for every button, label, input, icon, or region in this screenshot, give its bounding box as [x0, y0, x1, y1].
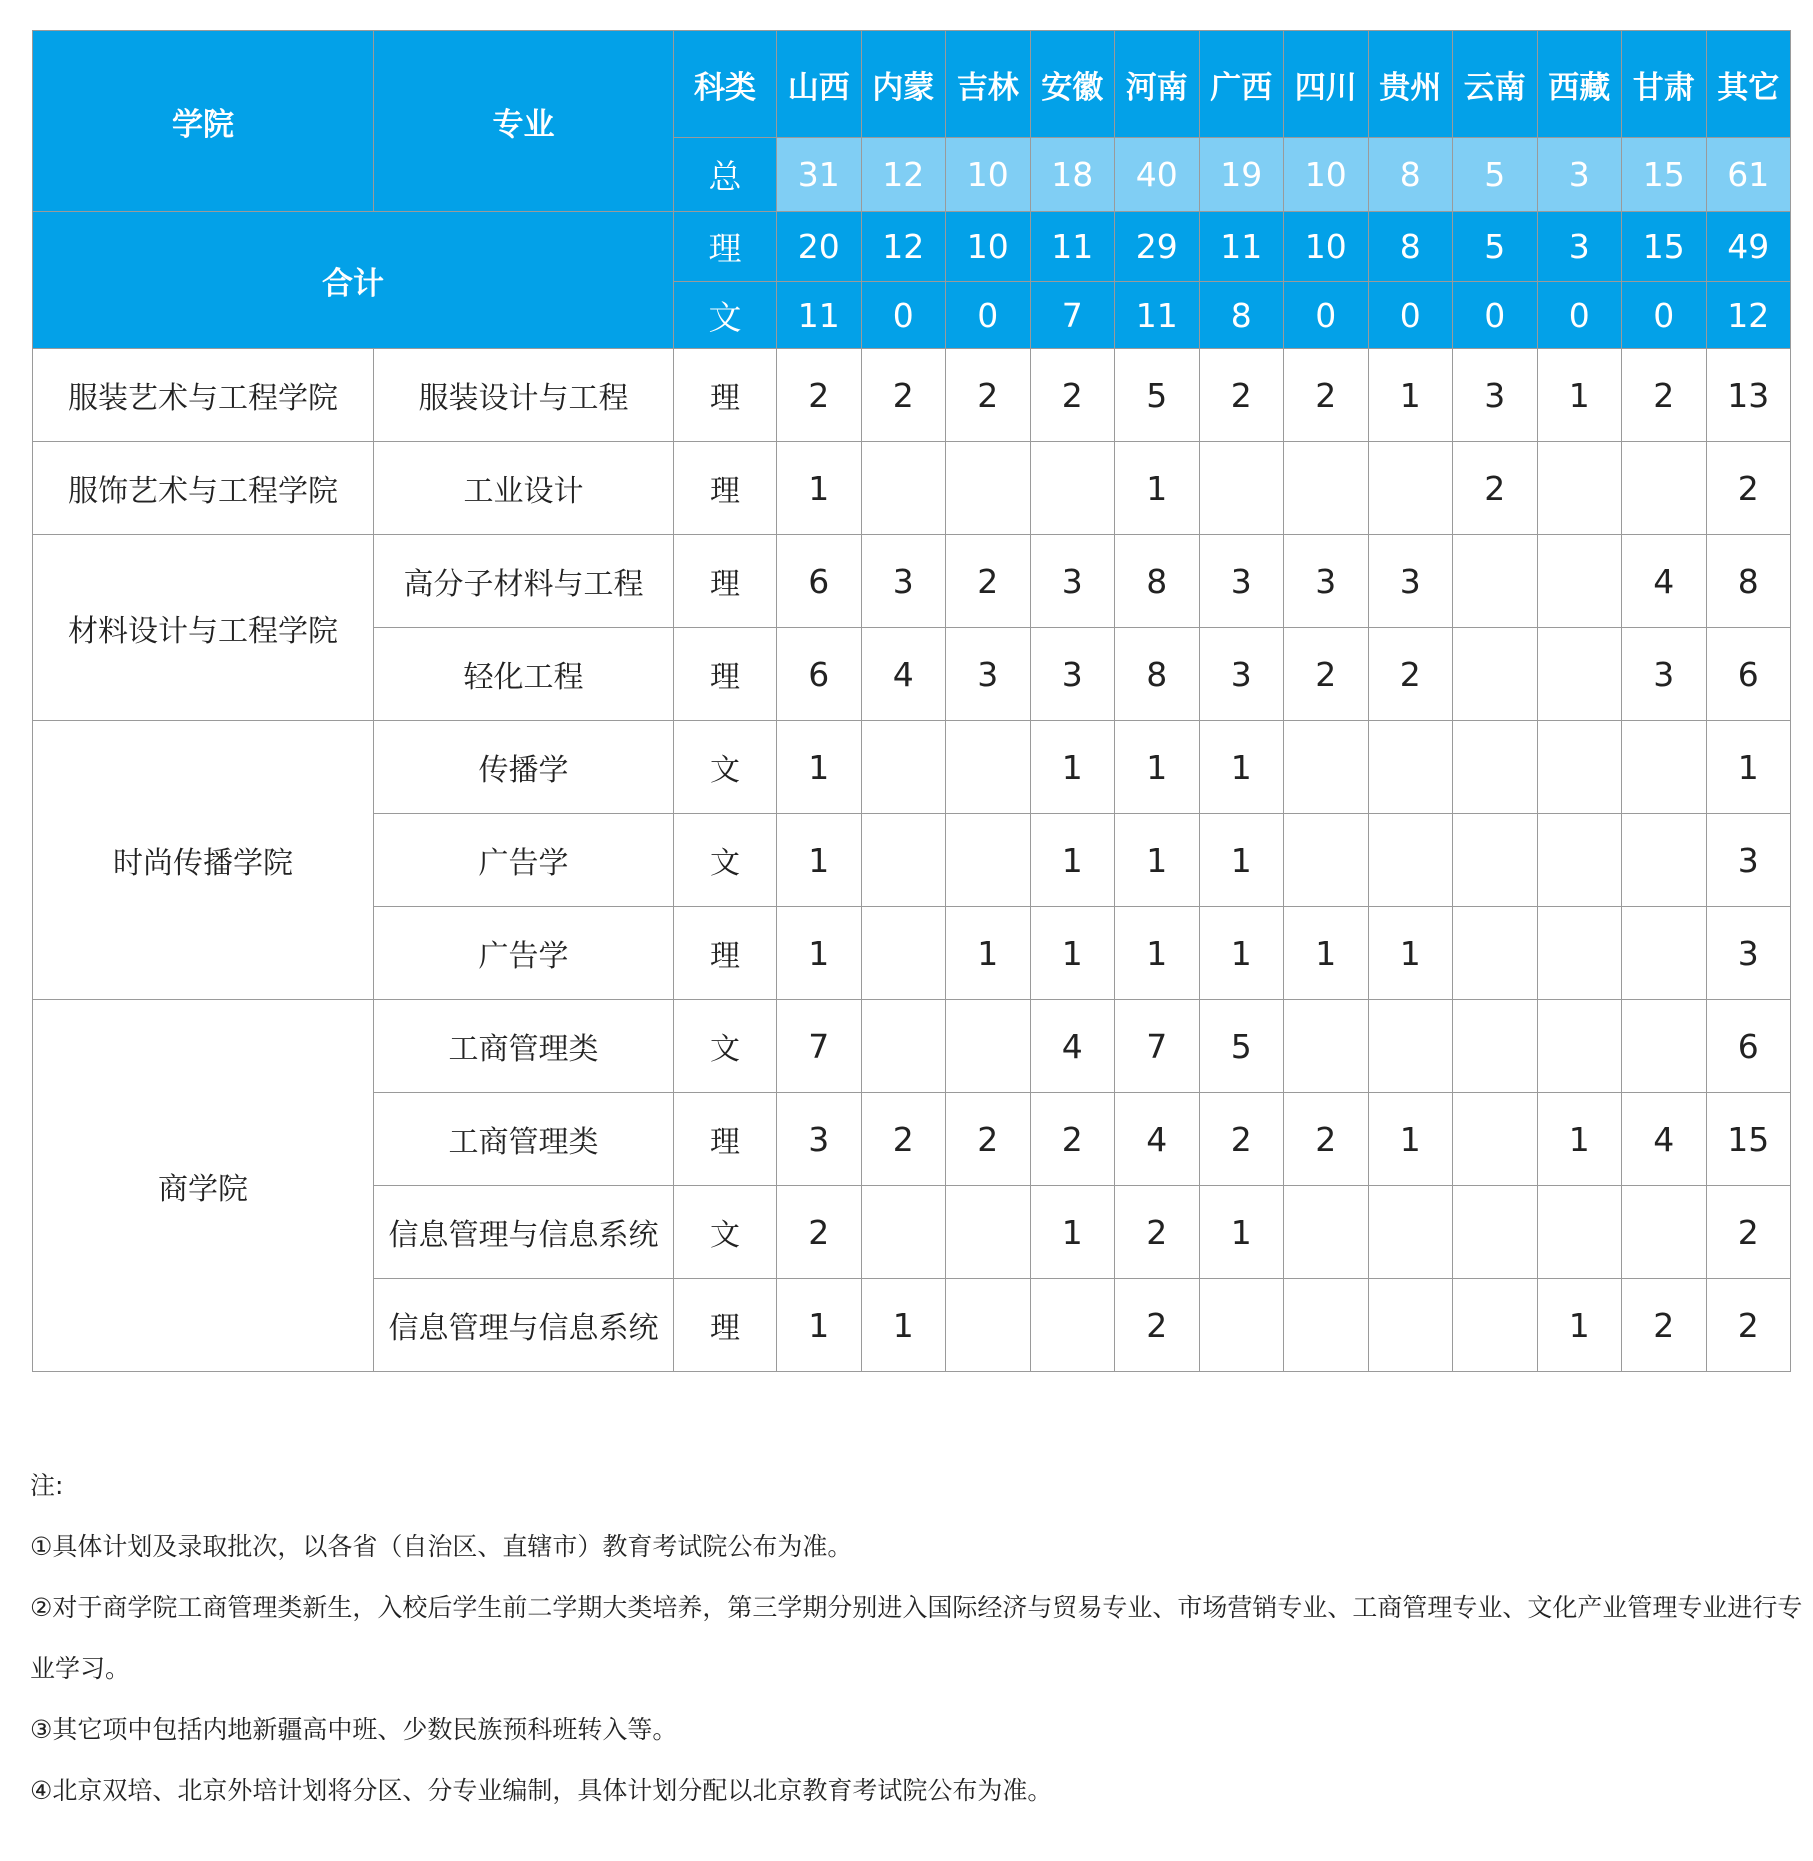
quota-value — [1453, 1279, 1538, 1372]
quota-value — [1622, 1186, 1707, 1279]
total-value: 10 — [1284, 138, 1369, 212]
college-name: 服装艺术与工程学院 — [33, 349, 374, 442]
quota-value — [1537, 442, 1622, 535]
quota-value — [1453, 535, 1538, 628]
quota-value — [1453, 628, 1538, 721]
major-name: 服装设计与工程 — [374, 349, 674, 442]
quota-value: 2 — [861, 1093, 946, 1186]
quota-value: 6 — [777, 535, 862, 628]
quota-value — [1199, 442, 1284, 535]
quota-value — [1284, 1279, 1369, 1372]
quota-value: 3 — [1199, 628, 1284, 721]
quota-value — [1622, 442, 1707, 535]
total-value: 5 — [1453, 138, 1538, 212]
quota-value: 3 — [777, 1093, 862, 1186]
quota-value — [1284, 721, 1369, 814]
quota-value: 2 — [1199, 349, 1284, 442]
quota-value: 2 — [1030, 1093, 1115, 1186]
quota-value: 2 — [861, 349, 946, 442]
quota-value — [1284, 1000, 1369, 1093]
total-value: 11 — [777, 282, 862, 349]
quota-value — [1030, 442, 1115, 535]
quota-value: 1 — [861, 1279, 946, 1372]
total-value: 61 — [1706, 138, 1791, 212]
total-value: 5 — [1453, 212, 1538, 282]
header-province: 内蒙 — [861, 31, 946, 138]
note-3: ③其它项中包括内地新疆高中班、少数民族预科班转入等。 — [30, 1715, 678, 1744]
total-value: 10 — [946, 138, 1031, 212]
major-name: 信息管理与信息系统 — [374, 1279, 674, 1372]
note-4: ④北京双培、北京外培计划将分区、分专业编制，具体计划分配以北京教育考试院公布为准。 — [30, 1776, 1053, 1805]
quota-value: 1 — [1199, 907, 1284, 1000]
header-major: 专业 — [374, 31, 674, 212]
total-value: 20 — [777, 212, 862, 282]
total-value: 0 — [1537, 282, 1622, 349]
note-1: ①具体计划及录取批次，以各省（自治区、直辖市）教育考试院公布为准。 — [30, 1532, 853, 1561]
table-row — [33, 349, 1791, 442]
quota-value: 1 — [1368, 907, 1453, 1000]
major-name: 工商管理类 — [374, 1000, 674, 1093]
category: 理 — [674, 1279, 777, 1372]
quota-value: 1 — [1030, 814, 1115, 907]
quota-value: 2 — [1115, 1186, 1200, 1279]
quota-value — [861, 442, 946, 535]
header-province: 吉林 — [946, 31, 1031, 138]
category: 文 — [674, 1000, 777, 1093]
quota-value: 3 — [1706, 907, 1791, 1000]
quota-value — [1368, 814, 1453, 907]
header-province: 云南 — [1453, 31, 1538, 138]
quota-value: 3 — [1706, 814, 1791, 907]
quota-value: 1 — [777, 442, 862, 535]
quota-value — [946, 721, 1031, 814]
total-value: 0 — [1622, 282, 1707, 349]
total-value: 0 — [1453, 282, 1538, 349]
quota-value: 8 — [1115, 535, 1200, 628]
quota-value — [1453, 907, 1538, 1000]
quota-value: 2 — [1199, 1093, 1284, 1186]
quota-value — [1622, 907, 1707, 1000]
quota-value: 2 — [1284, 1093, 1369, 1186]
quota-value: 2 — [1706, 1279, 1791, 1372]
quota-value: 2 — [1706, 442, 1791, 535]
total-row — [33, 212, 1791, 282]
total-value: 15 — [1622, 212, 1707, 282]
header-province: 河南 — [1115, 31, 1200, 138]
quota-value — [1284, 814, 1369, 907]
quota-value — [1453, 721, 1538, 814]
major-name: 高分子材料与工程 — [374, 535, 674, 628]
quota-value — [946, 1000, 1031, 1093]
total-value: 3 — [1537, 212, 1622, 282]
major-name: 广告学 — [374, 814, 674, 907]
quota-value: 13 — [1706, 349, 1791, 442]
quota-value: 3 — [1199, 535, 1284, 628]
quota-value: 3 — [1284, 535, 1369, 628]
quota-value: 4 — [861, 628, 946, 721]
enrollment-plan-table — [32, 30, 1791, 1372]
quota-value: 1 — [1368, 349, 1453, 442]
quota-value: 1 — [1537, 349, 1622, 442]
category: 理 — [674, 349, 777, 442]
quota-value: 2 — [1030, 349, 1115, 442]
quota-value — [861, 814, 946, 907]
total-value: 7 — [1030, 282, 1115, 349]
quota-value: 6 — [1706, 628, 1791, 721]
quota-value — [946, 1186, 1031, 1279]
total-type: 总 — [674, 138, 777, 212]
major-name: 传播学 — [374, 721, 674, 814]
quota-value — [1537, 535, 1622, 628]
total-value: 0 — [946, 282, 1031, 349]
quota-value: 1 — [1537, 1093, 1622, 1186]
notes-section — [30, 1455, 1810, 1821]
table-row — [33, 442, 1791, 535]
total-value: 18 — [1030, 138, 1115, 212]
table-row — [33, 1000, 1791, 1093]
total-value: 15 — [1622, 138, 1707, 212]
quota-value — [861, 1186, 946, 1279]
quota-value: 3 — [1030, 628, 1115, 721]
quota-value: 3 — [1030, 535, 1115, 628]
total-value: 49 — [1706, 212, 1791, 282]
quota-value — [1453, 1000, 1538, 1093]
quota-value: 2 — [777, 1186, 862, 1279]
quota-value — [1622, 814, 1707, 907]
quota-value: 8 — [1706, 535, 1791, 628]
header-province: 山西 — [777, 31, 862, 138]
quota-value: 15 — [1706, 1093, 1791, 1186]
quota-value — [1453, 1093, 1538, 1186]
quota-value: 3 — [861, 535, 946, 628]
quota-value: 1 — [777, 907, 862, 1000]
quota-value: 1 — [1115, 721, 1200, 814]
quota-value: 2 — [1622, 349, 1707, 442]
quota-value — [946, 442, 1031, 535]
quota-value — [1368, 1186, 1453, 1279]
quota-value: 1 — [1115, 442, 1200, 535]
quota-value: 1 — [1368, 1093, 1453, 1186]
quota-value: 2 — [1453, 442, 1538, 535]
quota-value: 1 — [1199, 1186, 1284, 1279]
total-value: 11 — [1115, 282, 1200, 349]
quota-value — [1284, 442, 1369, 535]
quota-value — [1368, 442, 1453, 535]
category: 理 — [674, 1093, 777, 1186]
category: 文 — [674, 721, 777, 814]
quota-value: 2 — [946, 1093, 1031, 1186]
major-name: 轻化工程 — [374, 628, 674, 721]
quota-value: 2 — [1115, 1279, 1200, 1372]
quota-value: 2 — [1706, 1186, 1791, 1279]
major-name: 工商管理类 — [374, 1093, 674, 1186]
table-row — [33, 535, 1791, 628]
quota-value — [1199, 1279, 1284, 1372]
header-province: 贵州 — [1368, 31, 1453, 138]
category: 理 — [674, 535, 777, 628]
total-value: 0 — [861, 282, 946, 349]
quota-value — [1030, 1279, 1115, 1372]
quota-value: 1 — [1537, 1279, 1622, 1372]
category: 理 — [674, 628, 777, 721]
quota-value: 4 — [1030, 1000, 1115, 1093]
major-name: 工业设计 — [374, 442, 674, 535]
total-value: 19 — [1199, 138, 1284, 212]
quota-value: 4 — [1622, 1093, 1707, 1186]
quota-value — [1537, 1000, 1622, 1093]
college-name: 商学院 — [33, 1000, 374, 1372]
college-name: 材料设计与工程学院 — [33, 535, 374, 721]
quota-value — [1453, 1186, 1538, 1279]
quota-value: 8 — [1115, 628, 1200, 721]
header-province: 其它 — [1706, 31, 1791, 138]
total-type: 文 — [674, 282, 777, 349]
quota-value: 2 — [946, 535, 1031, 628]
header-province: 四川 — [1284, 31, 1369, 138]
quota-value — [1622, 1000, 1707, 1093]
quota-value: 6 — [1706, 1000, 1791, 1093]
header-row — [33, 31, 1791, 138]
quota-value: 1 — [1030, 907, 1115, 1000]
total-value: 0 — [1368, 282, 1453, 349]
quota-value: 3 — [1622, 628, 1707, 721]
total-value: 11 — [1030, 212, 1115, 282]
quota-value — [1368, 1279, 1453, 1372]
quota-value: 1 — [777, 814, 862, 907]
college-name: 时尚传播学院 — [33, 721, 374, 1000]
total-value: 11 — [1199, 212, 1284, 282]
table-row — [33, 721, 1791, 814]
quota-value: 1 — [1030, 1186, 1115, 1279]
total-value: 8 — [1368, 138, 1453, 212]
quota-value: 1 — [1115, 814, 1200, 907]
quota-value — [1453, 814, 1538, 907]
total-value: 10 — [1284, 212, 1369, 282]
quota-value: 1 — [1706, 721, 1791, 814]
total-value: 12 — [861, 212, 946, 282]
total-value: 8 — [1199, 282, 1284, 349]
total-value: 12 — [1706, 282, 1791, 349]
quota-value: 1 — [946, 907, 1031, 1000]
category: 理 — [674, 907, 777, 1000]
quota-value: 2 — [1368, 628, 1453, 721]
quota-value: 6 — [777, 628, 862, 721]
quota-value: 7 — [777, 1000, 862, 1093]
quota-value: 3 — [1368, 535, 1453, 628]
total-value: 8 — [1368, 212, 1453, 282]
note-2: ②对于商学院工商管理类新生，入校后学生前二学期大类培养，第三学期分别进入国际经济与贸易专业、市场营销专业、工商管理专业、文化产业管理专业进行专业学习。 — [30, 1593, 1803, 1683]
quota-value: 2 — [1284, 349, 1369, 442]
header-province: 安徽 — [1030, 31, 1115, 138]
total-value: 31 — [777, 138, 862, 212]
quota-value — [861, 721, 946, 814]
quota-value: 1 — [1199, 814, 1284, 907]
quota-value: 1 — [1115, 907, 1200, 1000]
quota-value: 1 — [1199, 721, 1284, 814]
major-name: 信息管理与信息系统 — [374, 1186, 674, 1279]
quota-value — [946, 814, 1031, 907]
quota-value: 5 — [1115, 349, 1200, 442]
category: 文 — [674, 814, 777, 907]
total-value: 29 — [1115, 212, 1200, 282]
quota-value: 3 — [1453, 349, 1538, 442]
quota-value: 4 — [1115, 1093, 1200, 1186]
notes-title: 注: — [30, 1471, 64, 1500]
total-value: 0 — [1284, 282, 1369, 349]
total-value: 10 — [946, 212, 1031, 282]
major-name: 广告学 — [374, 907, 674, 1000]
category: 文 — [674, 1186, 777, 1279]
quota-value — [1537, 814, 1622, 907]
quota-value: 2 — [1622, 1279, 1707, 1372]
quota-value — [1537, 1186, 1622, 1279]
quota-value — [1622, 721, 1707, 814]
header-province: 甘肃 — [1622, 31, 1707, 138]
quota-value: 3 — [946, 628, 1031, 721]
total-value: 12 — [861, 138, 946, 212]
quota-value: 4 — [1622, 535, 1707, 628]
total-type: 理 — [674, 212, 777, 282]
quota-value — [1537, 907, 1622, 1000]
quota-value — [1368, 721, 1453, 814]
quota-value — [1284, 1186, 1369, 1279]
quota-value — [861, 1000, 946, 1093]
total-label: 合计 — [33, 212, 674, 349]
quota-value: 1 — [777, 721, 862, 814]
quota-value — [861, 907, 946, 1000]
total-value: 40 — [1115, 138, 1200, 212]
header-college: 学院 — [33, 31, 374, 212]
quota-value: 1 — [777, 1279, 862, 1372]
quota-value — [946, 1279, 1031, 1372]
quota-value — [1537, 628, 1622, 721]
total-value: 3 — [1537, 138, 1622, 212]
category: 理 — [674, 442, 777, 535]
quota-value: 7 — [1115, 1000, 1200, 1093]
college-name: 服饰艺术与工程学院 — [33, 442, 374, 535]
quota-value: 1 — [1030, 721, 1115, 814]
quota-value: 2 — [777, 349, 862, 442]
header-category: 科类 — [674, 31, 777, 138]
quota-value — [1368, 1000, 1453, 1093]
quota-value: 2 — [946, 349, 1031, 442]
quota-value: 5 — [1199, 1000, 1284, 1093]
header-province: 西藏 — [1537, 31, 1622, 138]
quota-value — [1537, 721, 1622, 814]
quota-value: 2 — [1284, 628, 1369, 721]
quota-value: 1 — [1284, 907, 1369, 1000]
header-province: 广西 — [1199, 31, 1284, 138]
